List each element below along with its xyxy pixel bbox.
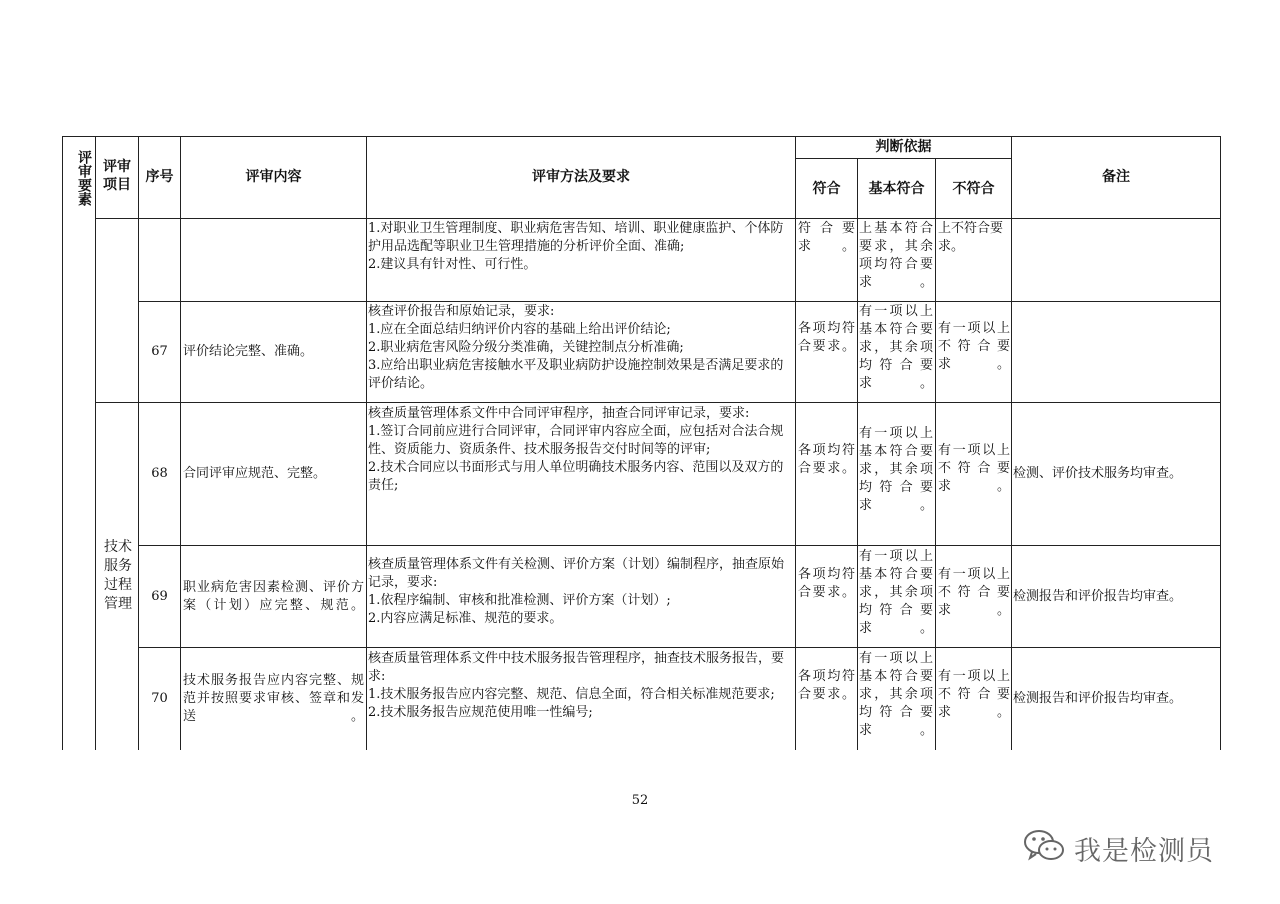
grid-line — [95, 218, 1221, 219]
basic-cell: 有一项以上基本符合要求，其余项均符合要求。 — [859, 426, 933, 513]
header-judgment: 判断依据 — [875, 139, 932, 155]
method-cell: 核查质量管理体系文件有关检测、评价方案（计划）编制程序，抽查原始记录，要求: 1.依程序编制、审核和批准检测、评价方案（计划）; 2.内容应满足标准、规范的要求。 — [368, 557, 785, 626]
watermark — [1022, 828, 1214, 868]
header-seq: 序号 — [145, 169, 174, 185]
watermark-text: 我是检测员 — [1074, 835, 1214, 867]
grid-line — [857, 158, 858, 750]
basic-cell: 有一项以上基本符合要求，其余项均符合要求。 — [859, 304, 933, 391]
method-cell: 核查质量管理体系文件中技术服务报告管理程序，抽查技术服务报告，要求: 1.技术服务报告应内容完整、规范、信息全面，符合相关标准规范要求; 2.技术服务报告应规范使用唯一性编号; — [368, 651, 785, 720]
method-cell: 核查质量管理体系文件中合同评审程序，抽查合同评审记录，要求: 1.签订合同前应进行合同评审，合同评审内容应全面，应包括对合法合规性、资质能力、资质条件、技术服务报告交付时间等的评审; 2.技术合同应以书面形式与用人单位明确技术服务内容、范围以及双方的责任; — [368, 406, 784, 493]
grid-line — [795, 136, 796, 750]
header-conform: 符合 — [812, 180, 841, 197]
seq-cell: 70 — [151, 691, 168, 706]
header-nonconform: 不符合 — [952, 180, 995, 197]
conform-cell: 各项均符合要求。 — [798, 443, 855, 476]
method-cell: 核查评价报告和原始记录，要求: 1.应在全面总结归纳评价内容的基础上给出评价结论; 2.职业病危害风险分级分类准确，关键控制点分析准确; 3.应给出职业病危害接触水平及职业病防护设施控制效果是否满足要求的评价结论。 — [368, 304, 784, 391]
seq-cell: 68 — [151, 466, 168, 481]
content-cell: 评价结论完整、准确。 — [183, 343, 314, 359]
grid-line — [180, 136, 181, 750]
review-table — [62, 136, 1221, 750]
header-content: 评审内容 — [245, 169, 302, 185]
nonconform-cell: 有一项以上不符合要求。 — [938, 669, 1010, 720]
header-element: 评审要素 — [76, 150, 92, 206]
grid-line — [62, 136, 63, 750]
remark-cell: 检测报告和评价报告均审查。 — [1013, 588, 1183, 604]
method-cell: 1.对职业卫生管理制度、职业病危害告知、培训、职业健康监护、个体防护用品选配等职业卫生管理措施的分析评价全面、准确; 2.建议具有针对性、可行性。 — [368, 221, 784, 272]
grid-line — [95, 136, 96, 750]
page-number: 52 — [631, 793, 649, 808]
content-cell: 合同评审应规范、完整。 — [183, 466, 327, 481]
header-method: 评审方法及要求 — [532, 169, 630, 185]
header-item: 评审项目 — [103, 159, 131, 193]
grid-line — [1220, 136, 1221, 750]
seq-cell: 67 — [151, 343, 168, 359]
grid-line — [935, 158, 936, 750]
group-label: 技术服务过程管理 — [104, 539, 132, 612]
basic-cell: 上基本符合要求，其余项均符合要求。 — [859, 221, 933, 290]
nonconform-cell: 上不符合要求。 — [938, 221, 1004, 254]
content-cell: 职业病危害因素检测、评价方案（计划）应完整、规范。 — [183, 579, 364, 613]
grid-line — [366, 136, 367, 750]
content-cell: 技术服务报告应内容完整、规范并按照要求审核、签章和发送。 — [183, 673, 364, 724]
remark-cell: 检测、评价技术服务均审查。 — [1013, 466, 1183, 481]
basic-cell: 有一项以上基本符合要求，其余项均符合要求。 — [859, 549, 933, 636]
conform-cell: 各项均符合要求。 — [798, 321, 855, 354]
remark-cell: 检测报告和评价报告均审查。 — [1013, 691, 1183, 706]
conform-cell: 各项均符合要求。 — [798, 669, 855, 702]
nonconform-cell: 有一项以上不符合要求。 — [938, 567, 1010, 618]
grid-line — [1011, 136, 1012, 750]
nonconform-cell: 有一项以上不符合要求。 — [938, 443, 1010, 494]
nonconform-cell: 有一项以上不符合要求。 — [938, 321, 1010, 372]
conform-cell: 各项均符合要求。 — [798, 567, 855, 600]
seq-cell: 69 — [151, 588, 168, 604]
conform-cell: 符合要求。 — [798, 221, 855, 254]
header-remark: 备注 — [1102, 169, 1130, 185]
wechat-icon — [1022, 828, 1066, 868]
header-basic: 基本符合 — [868, 180, 925, 197]
basic-cell: 有一项以上基本符合要求，其余项均符合要求。 — [859, 651, 933, 738]
